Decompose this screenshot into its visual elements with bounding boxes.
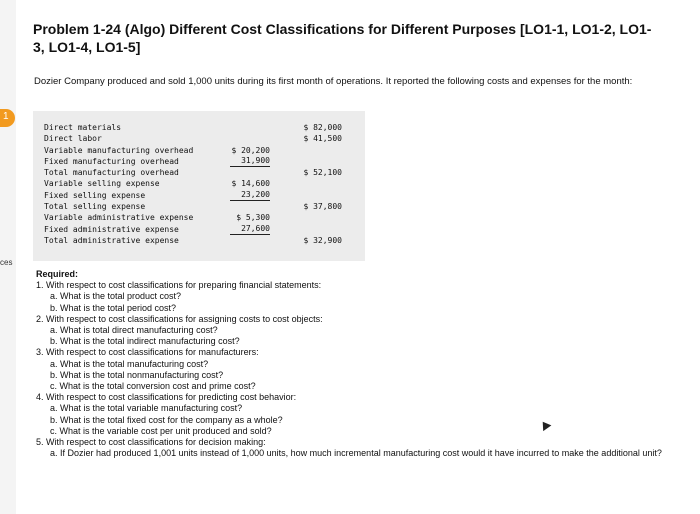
sub-question: b. What is the total period cost? xyxy=(50,302,177,313)
cost-subvalue: 27,600 xyxy=(230,224,270,235)
cost-subvalue: 23,200 xyxy=(230,190,270,201)
table-row xyxy=(44,190,356,201)
cost-total-value: $ 82,000 xyxy=(303,123,342,132)
cost-label: Fixed selling expense xyxy=(44,190,146,200)
problem-title: Problem 1-24 (Algo) Different Cost Classifications for Different Purposes [LO1-1, LO1-2, LO1-3, LO1-4, LO1-5] xyxy=(33,21,652,55)
cost-label: Variable selling expense xyxy=(44,179,160,189)
cost-total-value: $ 32,900 xyxy=(303,235,342,245)
cost-label: Total manufacturing overhead xyxy=(44,168,179,178)
table-row xyxy=(44,178,356,189)
sub-question: a. What is total direct manufacturing cost? xyxy=(50,325,218,336)
question-3: 3. With respect to cost classifications for manufacturers: xyxy=(36,347,259,358)
table-row xyxy=(44,122,356,133)
cost-total-value: $ 41,500 xyxy=(303,134,342,144)
question-marker-number: 1 xyxy=(3,111,9,122)
question-2: 2. With respect to cost classifications for assigning costs to cost objects: xyxy=(36,313,323,324)
table-row xyxy=(44,201,356,212)
sub-question: a. If Dozier had produced 1,001 units instead of 1,000 units, how much incremental manufacturing cost would it have incurred to make the additional unit? xyxy=(50,448,662,459)
sub-question: a. What is the total variable manufacturing cost? xyxy=(50,403,243,414)
sub-question: a. What is the total manufacturing cost? xyxy=(50,358,209,369)
cost-total-value: $ 37,800 xyxy=(303,202,342,212)
cost-subvalue: $ 5,300 xyxy=(236,213,270,223)
sub-question: b. What is the total nonmanufacturing cost? xyxy=(50,369,224,380)
cost-label: Fixed administrative expense xyxy=(44,224,179,234)
cost-subvalue: $ 14,600 xyxy=(231,179,270,189)
required-heading: Required: xyxy=(36,269,79,279)
cost-label: Total selling expense xyxy=(44,202,146,212)
cost-label: Variable administrative expense xyxy=(44,213,194,223)
question-list xyxy=(36,280,676,459)
cost-subvalue: 31,900 xyxy=(230,156,270,167)
table-row xyxy=(44,224,356,235)
required-section xyxy=(36,269,676,459)
sub-question: b. What is the total indirect manufacturing cost? xyxy=(50,336,240,347)
table-row xyxy=(44,133,356,144)
cost-label: Direct materials xyxy=(44,123,122,132)
cost-table-panel xyxy=(33,111,365,261)
left-edge-strip xyxy=(0,0,16,514)
question-4: 4. With respect to cost classifications for predicting cost behavior: xyxy=(36,392,297,403)
question-1: 1. With respect to cost classifications for preparing financial statements: xyxy=(36,280,322,291)
cost-label: Fixed manufacturing overhead xyxy=(44,156,179,166)
table-row xyxy=(44,156,356,167)
sub-question: c. What is the variable cost per unit produced and sold? xyxy=(50,425,272,436)
table-row xyxy=(44,167,356,178)
problem-intro: Dozier Company produced and sold 1,000 units during its first month of operations. It reported the following costs and expenses for the month: xyxy=(34,76,633,87)
cost-label: Variable manufacturing overhead xyxy=(44,145,194,155)
sub-question: c. What is the total conversion cost and prime cost? xyxy=(50,381,256,392)
cost-table xyxy=(44,122,356,246)
cost-subvalue: $ 20,200 xyxy=(231,145,270,155)
cost-label: Direct labor xyxy=(44,134,102,144)
sub-question: b. What is the total fixed cost for the company as a whole? xyxy=(50,414,283,425)
cost-total-value: $ 52,100 xyxy=(303,168,342,178)
table-row xyxy=(44,212,356,223)
table-row xyxy=(44,145,356,156)
question-5: 5. With respect to cost classifications for decision making: xyxy=(36,437,266,448)
table-row xyxy=(44,235,356,246)
cost-label: Total administrative expense xyxy=(44,235,179,245)
sub-question: a. What is the total product cost? xyxy=(50,291,182,302)
side-label: ces xyxy=(0,258,13,267)
